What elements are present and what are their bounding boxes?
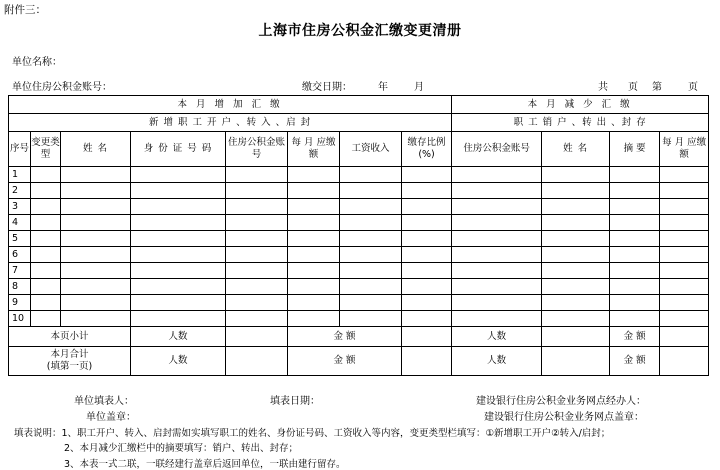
table-cell[interactable]: [226, 199, 288, 215]
table-cell[interactable]: [131, 231, 226, 247]
table-cell[interactable]: [288, 247, 340, 263]
table-cell[interactable]: [660, 279, 709, 295]
table-cell[interactable]: [452, 247, 542, 263]
subtotal-count-value[interactable]: [226, 327, 288, 347]
table-cell[interactable]: [542, 215, 610, 231]
table-cell[interactable]: [61, 311, 131, 327]
table-cell[interactable]: [288, 167, 340, 183]
col-change-type: 变更类型: [31, 132, 61, 167]
dec-subtotal-amount-label: 金 额: [610, 327, 660, 347]
table-cell[interactable]: [288, 183, 340, 199]
annex-label: 附件三：: [4, 4, 46, 16]
table-row: [9, 183, 709, 199]
table-cell[interactable]: [452, 311, 542, 327]
col-income: 工资收入: [340, 132, 402, 167]
form-title: 上海市住房公积金汇缴变更清册: [258, 23, 462, 39]
table-row: [9, 199, 709, 215]
fill-date-label: 填表日期：: [270, 396, 320, 407]
table-cell[interactable]: [660, 215, 709, 231]
table-cell[interactable]: [542, 311, 610, 327]
table-cell[interactable]: [660, 311, 709, 327]
col-monthly-due: 每 月 应缴额: [288, 132, 340, 167]
table-row: [9, 279, 709, 295]
decrease-subheader: 职 工 销 户 、转 出 、封 存: [452, 114, 709, 132]
row-number: 8: [9, 279, 31, 295]
table-cell[interactable]: [131, 183, 226, 199]
row-number: 6: [9, 247, 31, 263]
note-1: 填表说明：1、职工开户、转入、启封需如实填写职工的姓名、身份证号码、工资收入等内容，变更类型栏填写：①新增职工开户②转入/启封；: [14, 428, 611, 439]
table-cell[interactable]: [31, 279, 61, 295]
table-cell[interactable]: [31, 311, 61, 327]
total-count-value[interactable]: [226, 347, 288, 376]
month-total-line2: (填第一页): [46, 361, 93, 372]
table-cell[interactable]: [288, 231, 340, 247]
unit-name-label: 单位名称：: [12, 57, 62, 68]
col-summary: 摘 要: [610, 132, 660, 167]
table-cell[interactable]: [131, 295, 226, 311]
signature-row-2: [0, 408, 720, 422]
table-row: [9, 295, 709, 311]
col-ratio: 缴存比例(%): [402, 132, 452, 167]
table-cell[interactable]: [226, 311, 288, 327]
table-cell[interactable]: [402, 263, 452, 279]
table-cell[interactable]: [131, 311, 226, 327]
table-cell[interactable]: [542, 183, 610, 199]
row-number: 1: [9, 167, 31, 183]
col-seq: 序号: [9, 132, 31, 167]
table-cell[interactable]: [226, 167, 288, 183]
nth-label: 第: [652, 82, 662, 93]
col-dec-monthly-due: 每 月 应缴额: [660, 132, 709, 167]
increase-header: 本 月 增 加 汇 缴: [9, 96, 452, 114]
table-cell[interactable]: [340, 183, 402, 199]
table-cell[interactable]: [660, 247, 709, 263]
table-cell[interactable]: [31, 295, 61, 311]
table-cell[interactable]: [288, 263, 340, 279]
table-cell[interactable]: [31, 215, 61, 231]
col-fund-account: 住房公积金账号: [226, 132, 288, 167]
table-row: [9, 311, 709, 327]
table-cell[interactable]: [61, 263, 131, 279]
table-cell[interactable]: [131, 279, 226, 295]
table-cell[interactable]: [340, 279, 402, 295]
table-cell[interactable]: [31, 247, 61, 263]
table-cell[interactable]: [610, 167, 660, 183]
table-cell[interactable]: [452, 215, 542, 231]
table-cell[interactable]: [402, 183, 452, 199]
table-cell[interactable]: [226, 231, 288, 247]
table-cell[interactable]: [31, 231, 61, 247]
table-cell[interactable]: [660, 263, 709, 279]
table-cell[interactable]: [452, 183, 542, 199]
dec-subtotal-amount-value[interactable]: [660, 327, 709, 347]
note-3: 3、本表一式二联，一联经建行盖章后返回单位，一联由建行留存。: [64, 459, 346, 470]
table-cell[interactable]: [542, 199, 610, 215]
table-cell[interactable]: [660, 199, 709, 215]
dec-subtotal-count-value[interactable]: [542, 327, 610, 347]
note-2: 2、本月减少汇缴栏中的摘要填写：销户、转出、封存；: [64, 443, 299, 454]
table-cell[interactable]: [452, 199, 542, 215]
table-row: [9, 215, 709, 231]
table-row: [9, 263, 709, 279]
table-cell[interactable]: [226, 183, 288, 199]
table-cell[interactable]: [340, 215, 402, 231]
col-name: 姓 名: [61, 132, 131, 167]
table-cell[interactable]: [288, 199, 340, 215]
table-cell[interactable]: [660, 231, 709, 247]
bank-seal-label: 建设银行住房公积金业务网点盖章：: [484, 412, 644, 423]
table-cell[interactable]: [61, 231, 131, 247]
table-cell[interactable]: [340, 231, 402, 247]
total-count-label: 人数: [131, 347, 226, 376]
dec-total-amount-label: 金 额: [610, 347, 660, 376]
unit-seal-label: 单位盖章：: [86, 412, 136, 423]
dec-total-amount-value[interactable]: [660, 347, 709, 376]
table-cell[interactable]: [226, 263, 288, 279]
total-label: 共: [598, 82, 608, 93]
table-cell[interactable]: [61, 295, 131, 311]
subtotal-count-label: 人数: [131, 327, 226, 347]
table-cell[interactable]: [31, 167, 61, 183]
increase-subheader: 新 增 职 工 开 户 、转 入 、启 封: [9, 114, 452, 132]
table-cell[interactable]: [31, 263, 61, 279]
row-number: 5: [9, 231, 31, 247]
table-cell[interactable]: [288, 311, 340, 327]
table-cell[interactable]: [542, 279, 610, 295]
table-cell[interactable]: [402, 167, 452, 183]
account-label: 单位住房公积金账号：: [12, 82, 112, 93]
table-row: [9, 231, 709, 247]
table-cell[interactable]: [226, 247, 288, 263]
table-cell[interactable]: [452, 279, 542, 295]
decrease-header: 本 月 减 少 汇 缴: [452, 96, 709, 114]
month-total-label: [9, 347, 131, 376]
table-cell[interactable]: [340, 247, 402, 263]
table-cell[interactable]: [226, 295, 288, 311]
table-cell[interactable]: [288, 215, 340, 231]
table-row: [9, 247, 709, 263]
signature-row-1: [0, 392, 720, 406]
table-cell[interactable]: [610, 295, 660, 311]
data-rows: [9, 167, 709, 327]
table-cell[interactable]: [340, 263, 402, 279]
table-cell[interactable]: [610, 311, 660, 327]
table-cell[interactable]: [340, 295, 402, 311]
table-cell[interactable]: [610, 215, 660, 231]
table-cell[interactable]: [131, 167, 226, 183]
table-cell[interactable]: [31, 199, 61, 215]
date-label: 缴交日期：: [302, 82, 352, 93]
table-cell[interactable]: [131, 199, 226, 215]
col-id-number: 身 份 证 号 码: [131, 132, 226, 167]
table-cell[interactable]: [226, 279, 288, 295]
month-total-line1: 本月合计: [50, 349, 89, 360]
table-cell[interactable]: [542, 167, 610, 183]
year-label: 年: [378, 82, 388, 93]
month-label: 月: [414, 82, 424, 93]
table-cell[interactable]: [226, 215, 288, 231]
table-cell[interactable]: [31, 183, 61, 199]
dec-total-count-label: 人数: [452, 347, 542, 376]
table-cell[interactable]: [610, 247, 660, 263]
table-cell[interactable]: [452, 231, 542, 247]
table-cell[interactable]: [402, 231, 452, 247]
table-cell[interactable]: [61, 247, 131, 263]
table-cell[interactable]: [61, 167, 131, 183]
table-cell[interactable]: [402, 215, 452, 231]
table-cell[interactable]: [61, 183, 131, 199]
table-cell[interactable]: [131, 215, 226, 231]
row-number: 4: [9, 215, 31, 231]
table-cell[interactable]: [288, 279, 340, 295]
table-cell[interactable]: [610, 263, 660, 279]
col-dec-name: 姓 名: [542, 132, 610, 167]
table-cell[interactable]: [402, 295, 452, 311]
table-cell[interactable]: [402, 199, 452, 215]
table-cell[interactable]: [660, 183, 709, 199]
row-number: 3: [9, 199, 31, 215]
total-amount-value[interactable]: [402, 347, 452, 376]
bank-handler-label: 建设银行住房公积金业务网点经办人：: [476, 396, 646, 407]
table-cell[interactable]: [452, 263, 542, 279]
table-cell[interactable]: [542, 295, 610, 311]
dec-subtotal-count-label: 人数: [452, 327, 542, 347]
table-cell[interactable]: [660, 295, 709, 311]
table-cell[interactable]: [452, 167, 542, 183]
row-number: 10: [9, 311, 31, 327]
table-cell[interactable]: [131, 263, 226, 279]
table-cell[interactable]: [402, 311, 452, 327]
dec-total-count-value[interactable]: [542, 347, 610, 376]
table-cell[interactable]: [610, 279, 660, 295]
table-cell[interactable]: [542, 247, 610, 263]
total-amount-label: 金 额: [288, 347, 402, 376]
row-number: 7: [9, 263, 31, 279]
table-cell[interactable]: [340, 311, 402, 327]
change-register-table: [8, 95, 709, 376]
unit-filler-label: 单位填表人：: [74, 396, 134, 407]
table-cell[interactable]: [660, 167, 709, 183]
page-label: 页: [628, 82, 638, 93]
row-number: 2: [9, 183, 31, 199]
table-cell[interactable]: [542, 263, 610, 279]
table-cell[interactable]: [610, 199, 660, 215]
table-cell[interactable]: [402, 247, 452, 263]
table-cell[interactable]: [610, 231, 660, 247]
col-dec-fund-account: 住房公积金账号: [452, 132, 542, 167]
table-cell[interactable]: [61, 199, 131, 215]
page2-label: 页: [688, 82, 698, 93]
table-cell[interactable]: [542, 231, 610, 247]
table-cell[interactable]: [131, 247, 226, 263]
subtotal-amount-value[interactable]: [402, 327, 452, 347]
table-cell[interactable]: [452, 295, 542, 311]
page-subtotal-label: 本页小计: [9, 327, 131, 347]
table-cell[interactable]: [340, 199, 402, 215]
row-number: 9: [9, 295, 31, 311]
table-cell[interactable]: [288, 295, 340, 311]
account-row: [12, 78, 712, 92]
subtotal-amount-label: 金 额: [288, 327, 402, 347]
table-row: [9, 167, 709, 183]
table-cell[interactable]: [610, 183, 660, 199]
table-cell[interactable]: [61, 215, 131, 231]
table-cell[interactable]: [61, 279, 131, 295]
table-cell[interactable]: [340, 167, 402, 183]
table-cell[interactable]: [402, 279, 452, 295]
